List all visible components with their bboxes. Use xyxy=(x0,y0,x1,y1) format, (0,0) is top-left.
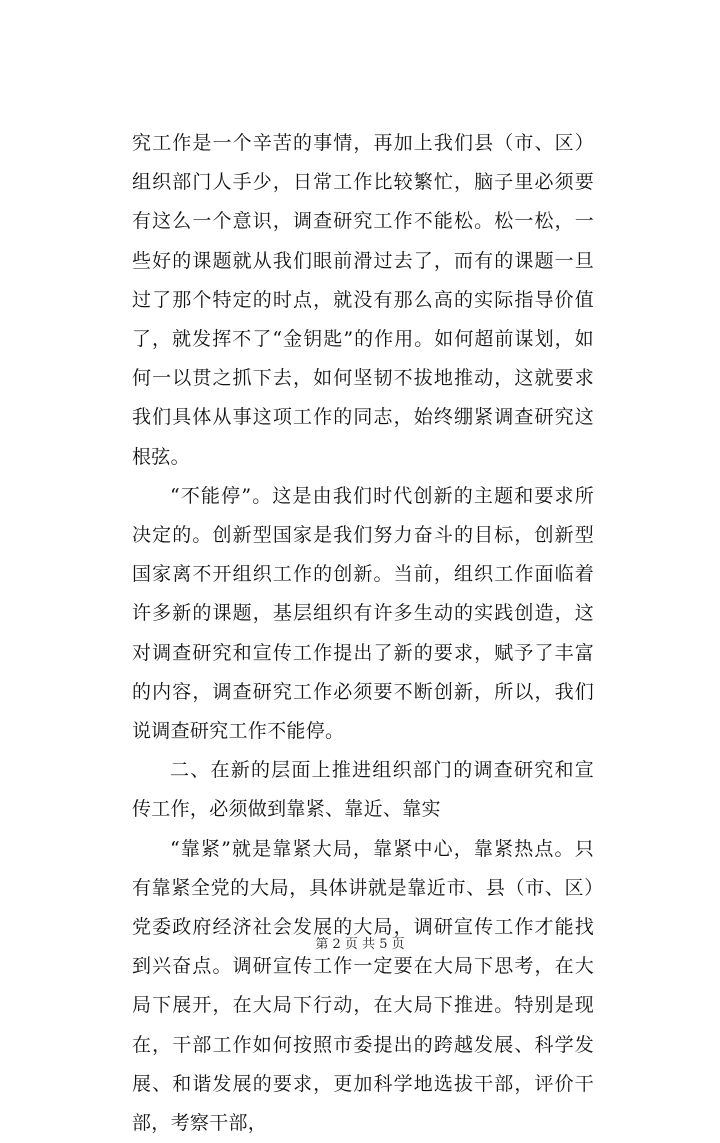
paragraph-2: “不能停”。这是由我们时代创新的主题和要求所决定的。创新型国家是我们努力奋斗的目标，创新型国家离不开组织工作的创新。当前，组织工作面临着许多新的课题，基层组织有许多生动的实践创造，这对调查研究和宣传工作提出了新的要求，赋予了丰富的内容，调查研究工作必须要不断创新，所以，我们说调查研究工作不能停。 xyxy=(132,484,594,743)
paragraph-1: 究工作是一个辛苦的事情，再加上我们县（市、区）组织部门人手少，日常工作比较繁忙，脑子里必须要有这么一个意识，调查研究工作不能松。松一松，一些好的课题就从我们眼前滑过去了，而有的课题一旦过了那个特定的时点，就没有那么高的实际指导价值了，就发挥不了“金钥匙”的作用。如何超前谋划，如何一以贯之抓下去，如何坚韧不拔地推动，这就要求我们具体从事这项工作的同志，始终绷紧调查研究这根弦。 xyxy=(132,132,594,468)
document-body xyxy=(132,124,594,1143)
section-heading: 二、在新的层面上推进组织部门的调查研究和宣传工作，必须做到靠紧、靠近、靠实 xyxy=(132,759,594,821)
paragraph-3: “靠紧”就是靠紧大局，靠紧中心，靠紧热点。只有靠紧全党的大局，具体讲就是靠近市、县（市、区）党委政府经济社会发展的大局，调研宣传工作才能找到兴奋点。调研宣传工作一定要在大局下思考，在大局下展开，在大局下行动，在大局下推进。特别是现在，干部工作如何按照市委提出的跨越发展、科学发展、和谐发展的要求，更加科学地选拔干部，评价干部，考察干部， xyxy=(132,837,594,1135)
page-number-footer: 第 2 页 共 5 页 xyxy=(315,937,405,952)
